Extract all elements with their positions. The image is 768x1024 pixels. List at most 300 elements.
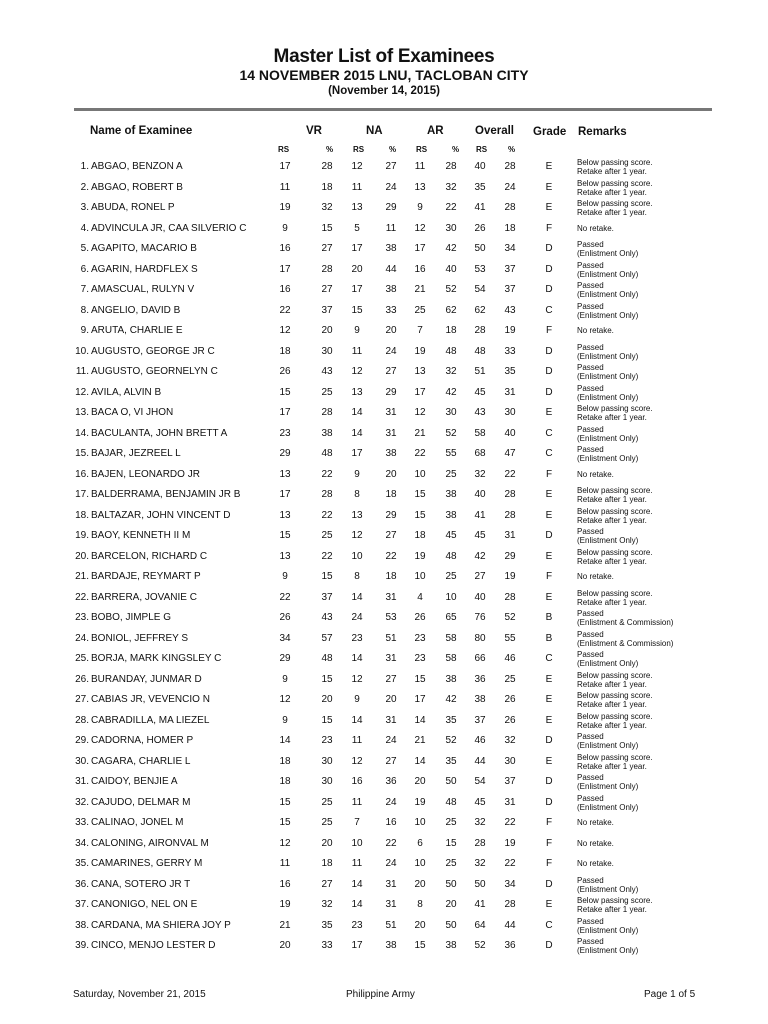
col-grade-header: Grade — [533, 126, 567, 138]
overall-rs-cell: 32 — [474, 468, 486, 480]
row-number: 11. — [75, 366, 89, 377]
vr-rs-cell: 16 — [279, 243, 291, 254]
na-rs-cell: 14 — [351, 653, 363, 664]
grade-cell: D — [545, 776, 553, 787]
na-pct-cell: 27 — [385, 366, 397, 377]
overall-rs-cell: 51 — [474, 366, 486, 377]
table-row — [0, 690, 768, 711]
grade-cell: F — [545, 468, 553, 480]
na-rs-cell: 11 — [351, 858, 363, 869]
ar-rs-cell: 9 — [417, 202, 423, 213]
grade-cell: C — [545, 427, 553, 439]
remarks-cell: Below passing score. Retake after 1 year. — [577, 199, 653, 217]
grade-cell: E — [545, 407, 553, 418]
vr-pct-cell: 35 — [321, 919, 333, 931]
overall-rs-cell: 43 — [474, 407, 486, 418]
na-pct-header: % — [389, 145, 397, 154]
vr-pct-cell: 15 — [321, 222, 333, 234]
table-row — [0, 567, 768, 588]
col-overall-header: Overall — [475, 125, 514, 137]
vr-pct-cell: 27 — [321, 243, 333, 254]
grade-cell: D — [545, 796, 553, 808]
overall-pct-cell: 30 — [504, 755, 516, 767]
grade-cell: E — [545, 755, 553, 767]
examinee-name: BAJAR, JEZREEL L — [91, 448, 181, 459]
page-title: Master List of Examinees — [273, 46, 495, 67]
ar-rs-cell: 20 — [414, 878, 426, 890]
table-row — [0, 752, 768, 773]
grade-cell: C — [545, 653, 553, 664]
na-pct-cell: 27 — [385, 673, 397, 685]
overall-rs-cell: 53 — [474, 263, 486, 275]
overall-pct-cell: 26 — [504, 694, 516, 705]
na-pct-cell: 29 — [385, 202, 397, 213]
remarks-cell: No retake. — [577, 818, 614, 827]
overall-pct-cell: 29 — [504, 550, 516, 562]
grade-cell: C — [545, 919, 553, 931]
vr-pct-cell: 37 — [321, 591, 333, 603]
vr-rs-cell: 16 — [279, 284, 291, 295]
na-pct-cell: 31 — [385, 878, 397, 890]
overall-pct-cell: 28 — [504, 899, 516, 910]
overall-rs-cell: 45 — [474, 796, 486, 808]
na-rs-cell: 12 — [351, 755, 363, 767]
vr-rs-cell: 18 — [279, 345, 291, 357]
examinee-name: BALDERRAMA, BENJAMIN JR B — [91, 489, 241, 500]
remarks-cell: Passed (Enlistment Only) — [577, 527, 639, 545]
remarks-cell: Below passing score. Retake after 1 year. — [577, 691, 653, 709]
na-pct-cell: 38 — [385, 448, 397, 459]
table-row — [0, 711, 768, 732]
na-rs-cell: 9 — [354, 325, 360, 336]
examinee-name: CANONIGO, NEL ON E — [91, 899, 198, 910]
grade-cell: D — [545, 735, 553, 746]
vr-rs-cell: 9 — [282, 673, 288, 685]
na-rs-header: RS — [353, 145, 365, 154]
grade-cell: D — [545, 940, 553, 951]
row-number: 3. — [80, 202, 89, 213]
ar-rs-cell: 23 — [414, 653, 426, 664]
examinee-name: ABGAO, ROBERT B — [91, 181, 183, 193]
remarks-cell: Passed (Enlistment Only) — [577, 875, 639, 894]
row-number: 24. — [75, 632, 89, 644]
remarks-cell: Passed (Enlistment Only) — [577, 281, 639, 299]
overall-pct-cell: 37 — [504, 776, 516, 787]
remarks-cell: Passed (Enlistment Only) — [577, 793, 639, 812]
na-pct-cell: 38 — [385, 243, 397, 254]
vr-pct-cell: 20 — [321, 694, 333, 705]
vr-rs-cell: 15 — [279, 817, 291, 828]
remarks-cell: No retake. — [577, 223, 614, 233]
examinee-name: BAJEN, LEONARDO JR — [91, 468, 200, 480]
examinee-name: BORJA, MARK KINGSLEY C — [91, 653, 222, 664]
ar-rs-cell: 4 — [417, 591, 423, 603]
vr-pct-cell: 48 — [321, 653, 333, 664]
remarks-cell: No retake. — [577, 859, 614, 868]
overall-rs-cell: 44 — [474, 755, 486, 767]
ar-pct-cell: 30 — [445, 407, 457, 418]
col-na-header: NA — [366, 125, 383, 137]
table-row — [0, 895, 768, 916]
grade-cell: D — [545, 530, 553, 541]
vr-rs-cell: 22 — [279, 304, 291, 316]
examinee-name: CANA, SOTERO JR T — [91, 878, 191, 890]
overall-pct-cell: 22 — [504, 817, 516, 828]
remarks-cell: Below passing score. Retake after 1 year. — [577, 896, 653, 914]
overall-rs-cell: 68 — [474, 448, 486, 459]
remarks-cell: Passed (Enlistment Only) — [577, 240, 639, 258]
row-number: 23. — [75, 612, 89, 623]
ar-rs-cell: 16 — [414, 263, 426, 275]
na-pct-cell: 22 — [385, 550, 397, 562]
na-pct-cell: 27 — [385, 530, 397, 541]
examinee-name: BALTAZAR, JOHN VINCENT D — [91, 509, 231, 521]
overall-rs-cell: 40 — [474, 161, 486, 172]
overall-rs-cell: 80 — [474, 632, 486, 644]
grade-cell: D — [545, 284, 553, 295]
grade-cell: E — [545, 489, 553, 500]
row-number: 9. — [80, 325, 89, 336]
ar-rs-cell: 19 — [414, 796, 426, 808]
vr-rs-cell: 16 — [279, 878, 291, 890]
ar-pct-cell: 25 — [445, 468, 457, 480]
na-rs-cell: 20 — [351, 263, 363, 275]
grade-cell: F — [545, 325, 553, 336]
examinee-name: ABGAO, BENZON A — [91, 161, 183, 172]
vr-pct-cell: 20 — [321, 325, 333, 336]
na-pct-cell: 53 — [385, 612, 397, 623]
table-row — [0, 731, 768, 752]
overall-pct-cell: 36 — [504, 940, 516, 951]
ar-pct-cell: 20 — [445, 899, 457, 910]
na-pct-cell: 24 — [385, 181, 397, 193]
vr-rs-cell: 17 — [279, 263, 291, 275]
remarks-cell: Passed (Enlistment Only) — [577, 301, 639, 320]
vr-pct-cell: 18 — [321, 858, 333, 869]
remarks-cell: Passed (Enlistment Only) — [577, 650, 639, 668]
ar-pct-cell: 38 — [445, 509, 457, 521]
row-number: 12. — [75, 386, 89, 398]
overall-pct-cell: 28 — [504, 161, 516, 172]
grade-cell: E — [545, 591, 553, 603]
remarks-cell: Below passing score. Retake after 1 year. — [577, 711, 653, 730]
na-rs-cell: 13 — [351, 509, 363, 521]
na-rs-cell: 14 — [351, 427, 363, 439]
overall-rs-cell: 46 — [474, 735, 486, 746]
row-number: 4. — [80, 222, 89, 234]
na-pct-cell: 20 — [385, 468, 397, 480]
vr-pct-cell: 30 — [321, 755, 333, 767]
row-number: 27. — [75, 694, 89, 705]
na-pct-cell: 27 — [385, 755, 397, 767]
na-rs-cell: 23 — [351, 632, 363, 644]
ar-pct-cell: 25 — [445, 571, 457, 582]
examinee-name: CALONING, AIRONVAL M — [91, 837, 209, 849]
na-rs-cell: 10 — [351, 837, 363, 849]
examinee-name: ADVINCULA JR, CAA SILVERIO C — [91, 222, 247, 234]
grade-cell: D — [545, 345, 553, 357]
table-row — [0, 526, 768, 547]
table-row — [0, 260, 768, 281]
vr-pct-cell: 15 — [321, 571, 333, 582]
examinee-name: AUGUSTO, GEORGE JR C — [91, 345, 215, 357]
ar-rs-cell: 21 — [414, 735, 426, 746]
remarks-cell: Passed (Enlistment Only) — [577, 916, 639, 935]
vr-pct-cell: 32 — [321, 202, 333, 213]
vr-pct-cell: 57 — [321, 632, 333, 644]
grade-cell: D — [545, 243, 553, 254]
vr-pct-cell: 32 — [321, 899, 333, 910]
remarks-cell: Passed (Enlistment Only) — [577, 342, 639, 361]
examinee-name: AUGUSTO, GEORNELYN C — [91, 366, 218, 377]
row-number: 19. — [75, 530, 89, 541]
vr-rs-cell: 26 — [279, 366, 291, 377]
vr-rs-cell: 17 — [279, 489, 291, 500]
examinee-name: CABRADILLA, MA LIEZEL — [91, 714, 210, 726]
vr-rs-cell: 9 — [282, 222, 288, 234]
na-pct-cell: 51 — [385, 632, 397, 644]
exam-location: 14 NOVEMBER 2015 LNU, TACLOBAN CITY — [239, 67, 529, 83]
vr-pct-cell: 28 — [321, 263, 333, 275]
overall-pct-cell: 28 — [504, 591, 516, 603]
overall-rs-cell: 76 — [474, 612, 486, 623]
na-rs-cell: 12 — [351, 366, 363, 377]
overall-rs-cell: 45 — [474, 386, 486, 398]
examinee-name: AGAPITO, MACARIO B — [91, 243, 197, 254]
overall-rs-cell: 52 — [474, 940, 486, 951]
overall-pct-cell: 28 — [504, 202, 516, 213]
ar-pct-cell: 40 — [445, 263, 457, 275]
na-pct-cell: 38 — [385, 284, 397, 295]
vr-rs-cell: 12 — [279, 325, 291, 336]
ar-rs-cell: 13 — [414, 181, 426, 193]
table-row — [0, 793, 768, 814]
overall-pct-cell: 47 — [504, 448, 516, 459]
na-pct-cell: 24 — [385, 796, 397, 808]
ar-rs-cell: 26 — [414, 612, 426, 623]
footer-org: Philippine Army — [346, 989, 415, 1000]
vr-rs-cell: 15 — [279, 796, 291, 808]
vr-rs-cell: 9 — [282, 571, 288, 582]
na-rs-cell: 23 — [351, 919, 363, 931]
na-rs-cell: 5 — [354, 222, 360, 234]
ar-rs-cell: 7 — [417, 325, 423, 336]
remarks-cell: Below passing score. Retake after 1 year. — [577, 506, 653, 525]
vr-pct-cell: 28 — [321, 161, 333, 172]
row-number: 26. — [75, 673, 89, 685]
vr-rs-cell: 18 — [279, 755, 291, 767]
vr-pct-cell: 15 — [321, 714, 333, 726]
na-pct-cell: 31 — [385, 427, 397, 439]
overall-rs-cell: 36 — [474, 673, 486, 685]
ar-pct-cell: 42 — [445, 243, 457, 254]
ar-rs-cell: 15 — [414, 673, 426, 685]
table-row — [0, 321, 768, 342]
remarks-cell: Below passing score. Retake after 1 year. — [577, 404, 653, 422]
overall-rs-cell: 50 — [474, 243, 486, 254]
col-name-header: Name of Examinee — [90, 125, 193, 137]
overall-rs-cell: 40 — [474, 591, 486, 603]
ar-pct-cell: 25 — [445, 817, 457, 828]
ar-pct-cell: 65 — [445, 612, 457, 623]
vr-rs-cell: 11 — [279, 858, 291, 869]
vr-pct-cell: 22 — [321, 468, 333, 480]
table-row — [0, 301, 768, 322]
overall-rs-cell: 41 — [474, 509, 486, 521]
remarks-cell: Below passing score. Retake after 1 year. — [577, 670, 653, 689]
na-rs-cell: 7 — [354, 817, 360, 828]
na-pct-cell: 11 — [385, 222, 397, 234]
na-rs-cell: 14 — [351, 714, 363, 726]
na-rs-cell: 10 — [351, 550, 363, 562]
ar-pct-cell: 18 — [445, 325, 457, 336]
overall-rs-header: RS — [476, 145, 488, 154]
examinee-name: BARDAJE, REYMART P — [91, 571, 201, 582]
na-pct-cell: 31 — [385, 591, 397, 603]
ar-pct-cell: 52 — [445, 284, 457, 295]
grade-cell: F — [545, 837, 553, 849]
overall-rs-cell: 26 — [474, 222, 486, 234]
col-ar-header: AR — [427, 125, 444, 137]
grade-cell: D — [545, 263, 553, 275]
table-row — [0, 547, 768, 568]
overall-rs-cell: 40 — [474, 489, 486, 500]
ar-rs-cell: 6 — [417, 837, 423, 849]
ar-pct-cell: 25 — [445, 858, 457, 869]
ar-rs-cell: 13 — [414, 366, 426, 377]
vr-pct-cell: 22 — [321, 509, 333, 521]
row-number: 37. — [75, 899, 89, 910]
grade-cell: E — [545, 550, 553, 562]
ar-pct-cell: 55 — [445, 448, 457, 459]
overall-rs-cell: 32 — [474, 817, 486, 828]
examinee-name: BARRERA, JOVANIE C — [91, 591, 197, 603]
overall-rs-cell: 64 — [474, 919, 486, 931]
ar-pct-cell: 42 — [445, 694, 457, 705]
row-number: 20. — [75, 550, 89, 562]
table-row — [0, 157, 768, 178]
na-pct-cell: 22 — [385, 837, 397, 849]
vr-pct-cell: 30 — [321, 776, 333, 787]
footer-page: Page 1 of 5 — [644, 989, 696, 1000]
overall-pct-cell: 46 — [504, 653, 516, 664]
row-number: 39. — [75, 940, 89, 951]
overall-pct-cell: 37 — [504, 263, 516, 275]
remarks-cell: Passed (Enlistment & Commission) — [577, 629, 674, 648]
overall-pct-cell: 32 — [504, 735, 516, 746]
remarks-cell: Passed (Enlistment Only) — [577, 363, 639, 381]
na-rs-cell: 12 — [351, 161, 363, 172]
ar-pct-cell: 48 — [445, 796, 457, 808]
vr-pct-cell: 25 — [321, 796, 333, 808]
na-rs-cell: 8 — [354, 489, 360, 500]
ar-rs-cell: 15 — [414, 509, 426, 521]
row-number: 28. — [75, 714, 89, 726]
ar-pct-cell: 52 — [445, 427, 457, 439]
examinee-name: ANGELIO, DAVID B — [91, 304, 181, 316]
overall-pct-cell: 30 — [504, 407, 516, 418]
examinee-name: CAMARINES, GERRY M — [91, 858, 203, 869]
overall-pct-cell: 40 — [504, 427, 516, 439]
grade-cell: E — [545, 714, 553, 726]
remarks-cell: Passed (Enlistment Only) — [577, 937, 639, 955]
na-rs-cell: 14 — [351, 878, 363, 890]
vr-rs-cell: 17 — [279, 161, 291, 172]
overall-rs-cell: 54 — [474, 284, 486, 295]
examinee-name: CINCO, MENJO LESTER D — [91, 940, 216, 951]
ar-rs-cell: 15 — [414, 940, 426, 951]
row-number: 13. — [75, 407, 89, 418]
overall-rs-cell: 28 — [474, 837, 486, 849]
remarks-cell: Passed (Enlistment Only) — [577, 383, 639, 402]
overall-pct-cell: 31 — [504, 530, 516, 541]
table-row — [0, 280, 768, 301]
table-row — [0, 342, 768, 363]
ar-pct-cell: 42 — [445, 386, 457, 398]
vr-pct-cell: 18 — [321, 181, 333, 193]
table-row — [0, 444, 768, 465]
grade-cell: B — [545, 612, 553, 623]
row-number: 10. — [75, 345, 89, 357]
overall-rs-cell: 42 — [474, 550, 486, 562]
ar-pct-cell: 28 — [445, 161, 457, 172]
vr-rs-cell: 29 — [279, 653, 291, 664]
vr-rs-cell: 23 — [279, 427, 291, 439]
ar-rs-cell: 22 — [414, 448, 426, 459]
vr-rs-cell: 22 — [279, 591, 291, 603]
vr-pct-cell: 15 — [321, 673, 333, 685]
ar-rs-cell: 20 — [414, 919, 426, 931]
overall-rs-cell: 37 — [474, 714, 486, 726]
overall-pct-cell: 24 — [504, 181, 516, 193]
na-rs-cell: 14 — [351, 899, 363, 910]
na-pct-cell: 31 — [385, 899, 397, 910]
overall-pct-cell: 19 — [504, 571, 516, 582]
ar-rs-cell: 11 — [414, 161, 426, 172]
ar-pct-cell: 50 — [445, 776, 457, 787]
examinee-name: AMASCUAL, RULYN V — [91, 284, 195, 295]
grade-cell: C — [545, 304, 553, 316]
row-number: 18. — [75, 509, 89, 521]
ar-pct-header: % — [452, 145, 460, 154]
vr-pct-cell: 48 — [321, 448, 333, 459]
overall-pct-cell: 19 — [504, 325, 516, 336]
vr-rs-cell: 20 — [279, 940, 291, 951]
vr-pct-cell: 38 — [321, 427, 333, 439]
na-pct-cell: 27 — [385, 161, 397, 172]
ar-rs-cell: 10 — [414, 468, 426, 480]
vr-pct-cell: 43 — [321, 612, 333, 623]
vr-rs-cell: 9 — [282, 714, 288, 726]
grade-cell: D — [545, 878, 553, 890]
na-rs-cell: 17 — [351, 448, 363, 459]
ar-rs-cell: 21 — [414, 284, 426, 295]
ar-pct-cell: 32 — [445, 181, 457, 193]
table-row — [0, 424, 768, 445]
grade-cell: E — [545, 202, 553, 213]
table-row — [0, 813, 768, 834]
grade-cell: D — [545, 386, 553, 398]
table-row — [0, 854, 768, 875]
ar-rs-cell: 12 — [414, 407, 426, 418]
row-number: 5. — [80, 243, 89, 254]
vr-pct-cell: 22 — [321, 550, 333, 562]
examinee-table — [0, 157, 768, 957]
row-number: 32. — [75, 796, 89, 808]
overall-pct-cell: 44 — [504, 919, 516, 931]
na-rs-cell: 12 — [351, 530, 363, 541]
ar-rs-cell: 10 — [414, 817, 426, 828]
